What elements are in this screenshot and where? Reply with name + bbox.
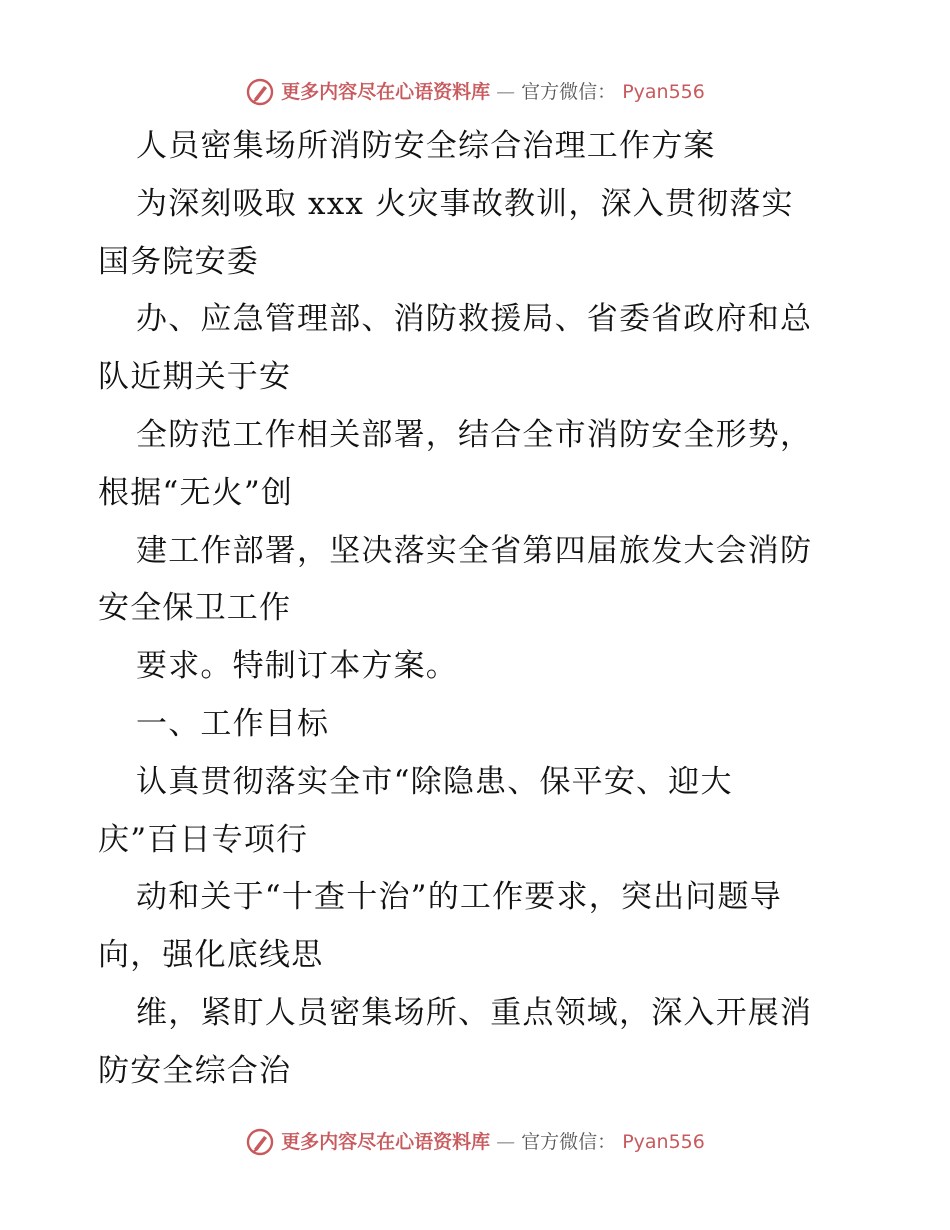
text-line: 要求。特制订本方案。 [136,648,458,685]
watermark-wechat-id: Pyan556 [622,81,705,103]
text-line: 办、应急管理部、消防救援局、省委省政府和总 [136,301,813,338]
watermark-brand: 更多内容尽在心语资料库 [281,1131,491,1153]
text-line: 动和关于“十查十治”的工作要求，突出问题导 [136,879,782,916]
text-line: 全防范工作相关部署，结合全市消防安全形势， [136,416,813,453]
text-line: 认真贯彻落实全市“除隐患、保平安、迎大 [136,763,733,800]
text-line: 根据“无火”创 [98,474,294,511]
watermark-brand: 更多内容尽在心语资料库 [281,81,491,103]
watermark-dash: — [496,81,516,103]
text-line: 向，强化底线思 [98,937,324,974]
text-line: 一、工作目标 [136,705,330,742]
footer-watermark [0,1127,950,1157]
text-line: 维，紧盯人员密集场所、重点领域，深入开展消 [136,994,813,1031]
text-line: 队近期关于安 [98,359,292,396]
header-watermark [0,77,950,107]
watermark-dash: — [496,1131,516,1153]
text-line: 安全保卫工作 [98,590,292,627]
watermark-official-label: 官方微信： [521,1131,617,1153]
watermark-wechat-id: Pyan556 [622,1131,705,1153]
text-line: 人员密集场所消防安全综合治理工作方案 [136,128,716,164]
pen-seal-logo-icon [245,77,275,107]
document-body [98,118,858,1101]
text-line: 为深刻吸取 xxx 火灾事故教训，深入贯彻落实 [136,185,794,222]
text-line: 建工作部署，坚决落实全省第四届旅发大会消防 [136,532,813,569]
text-line: 国务院安委 [98,243,259,280]
text-line: 防安全综合治 [98,1052,292,1089]
pen-seal-logo-icon [245,1127,275,1157]
text-line: 庆”百日专项行 [98,821,309,858]
watermark-official-label: 官方微信： [521,81,617,103]
